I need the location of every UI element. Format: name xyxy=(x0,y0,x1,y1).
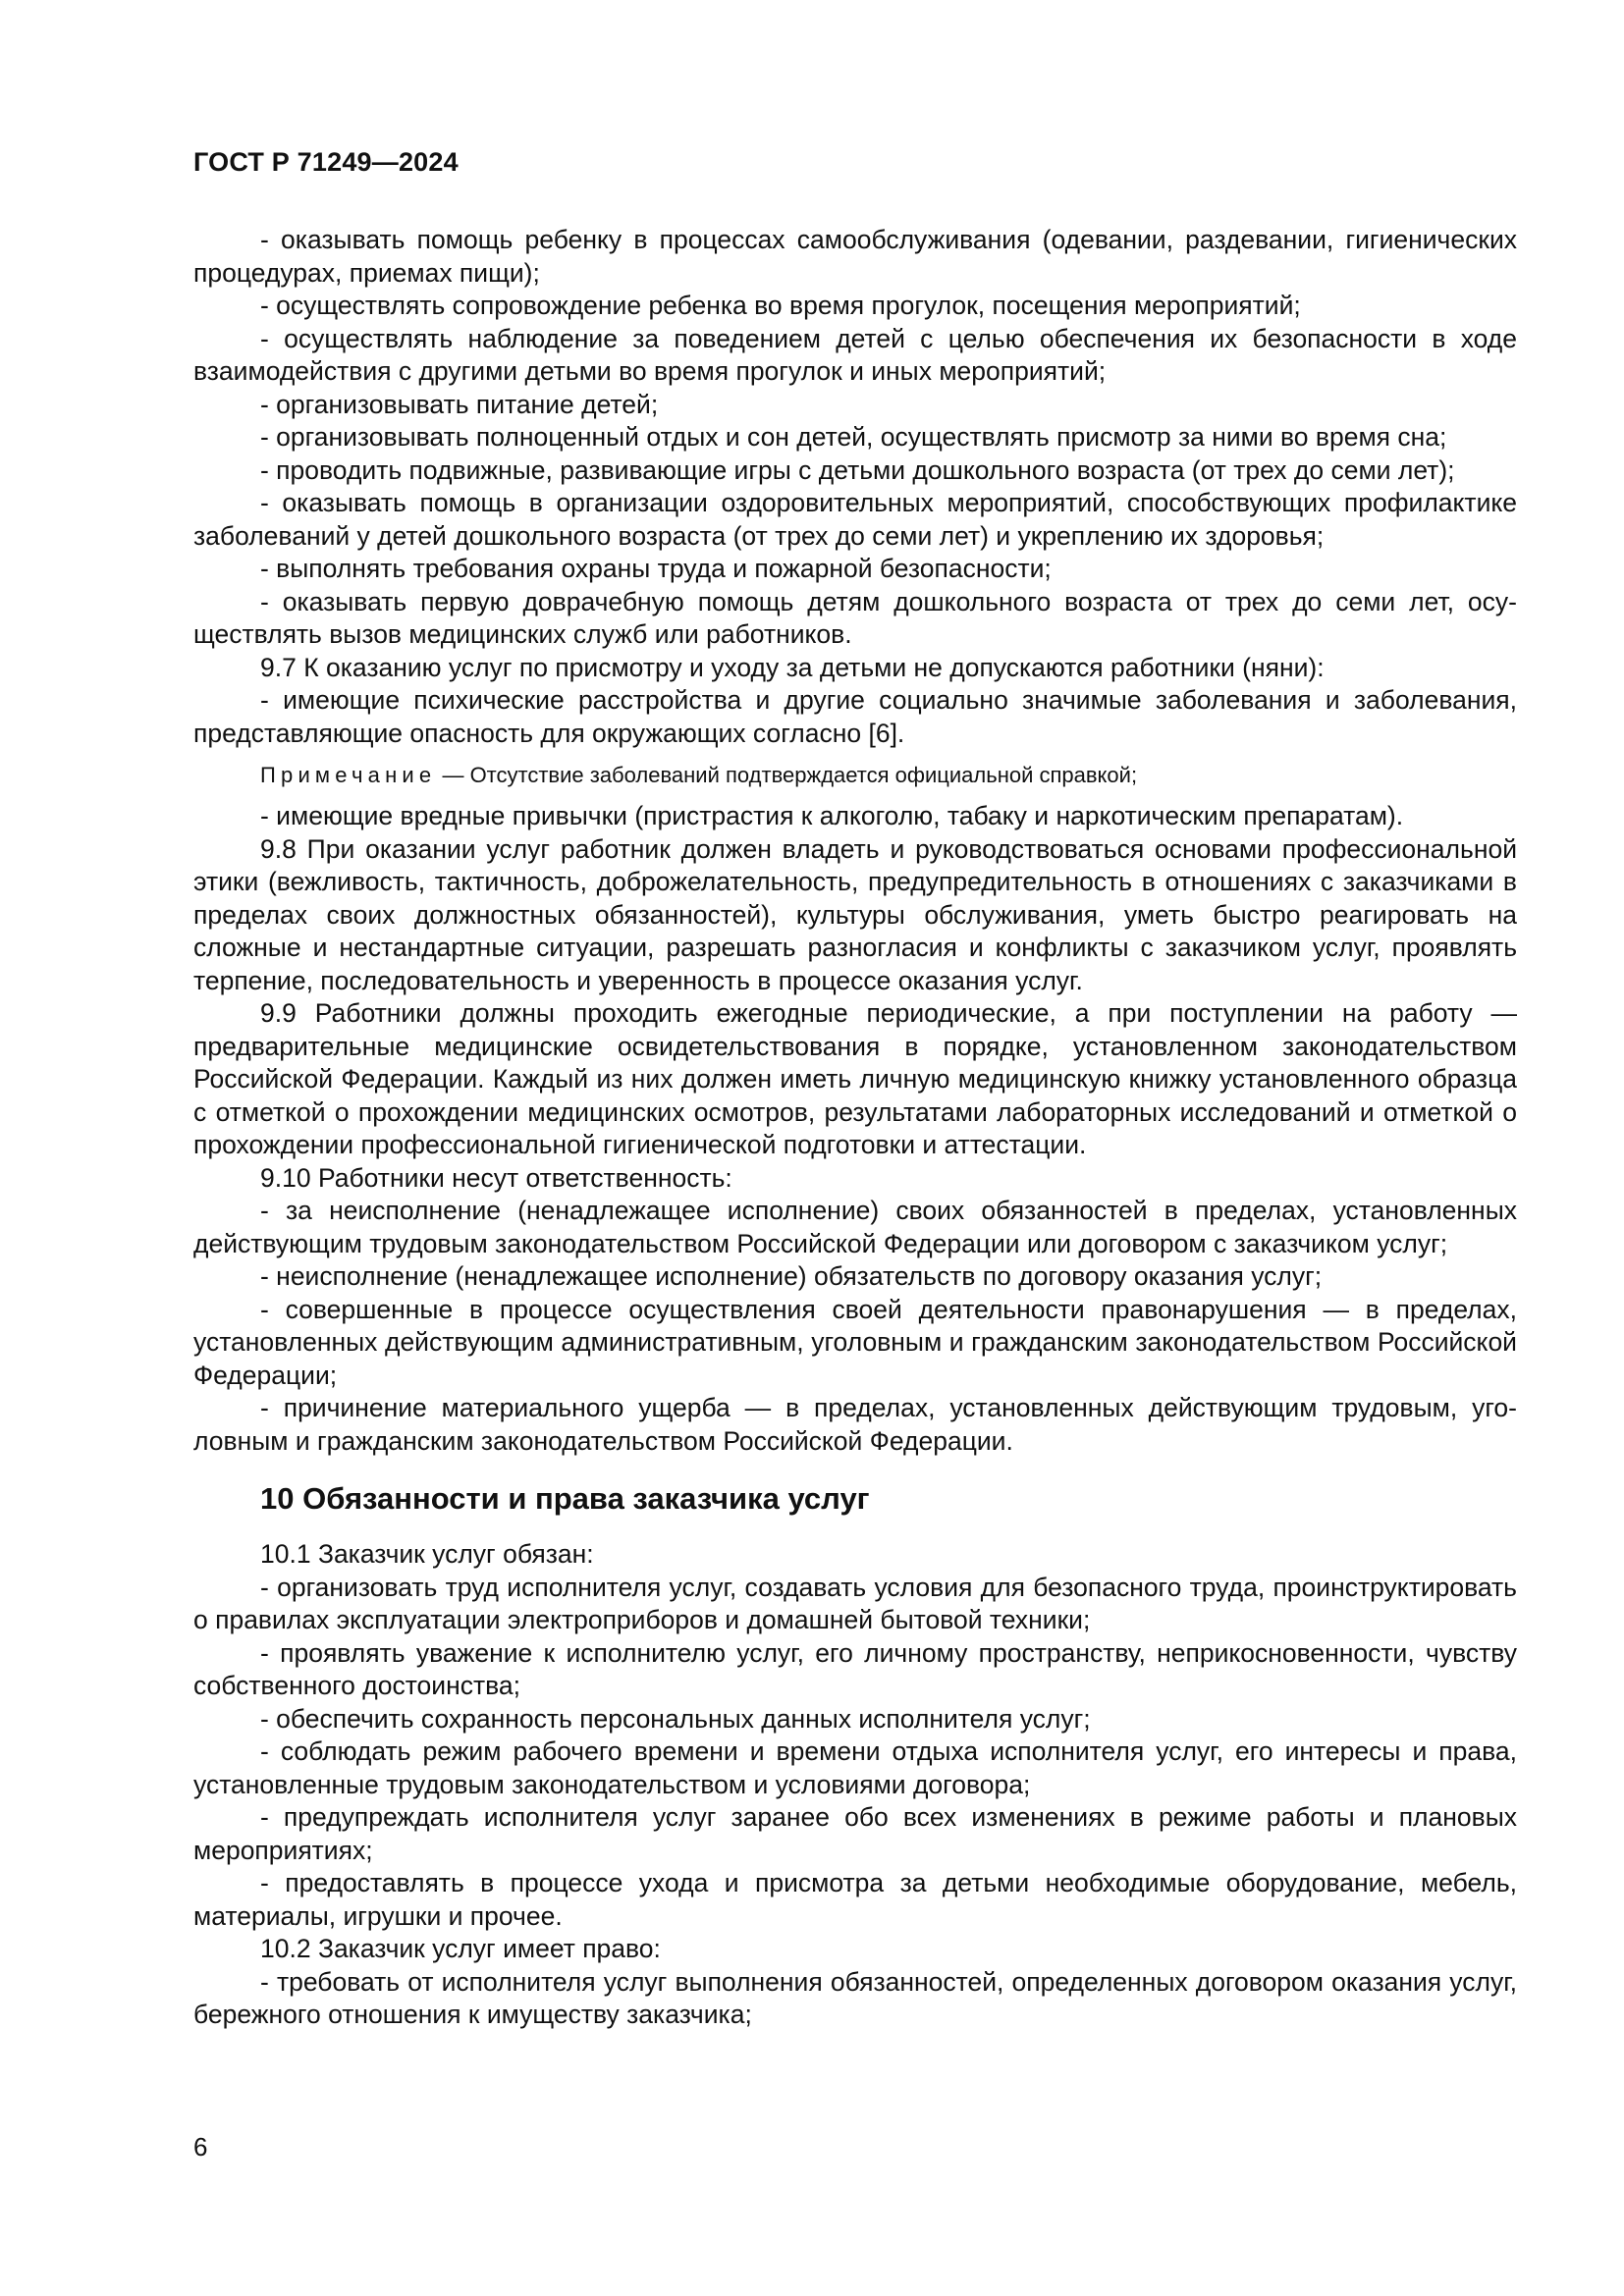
paragraph: - организовывать полноценный отдых и сон детей, осуществлять присмотр за ними во время сна; xyxy=(260,422,1447,452)
clause-10-2: 10.2 Заказчик услуг имеет право: xyxy=(260,1934,661,1963)
section-heading-10: 10 Обязанности и права заказчика услуг xyxy=(260,1481,870,1516)
page-content xyxy=(193,224,1517,2032)
paragraph: - осуществлять сопровождение ребенка во время прогулок, посещения мероприятий; xyxy=(260,291,1301,320)
paragraph: - требовать от исполнителя услуг выполнения обязанностей, определенных договором оказания услуг, бережного отношения к имуществу заказчика; xyxy=(193,1966,1517,2029)
paragraph: - имеющие психические расстройства и другие социально значимые заболевания и заболевания, представляющие опасность для окружающих согласно [6]. xyxy=(193,685,1517,748)
paragraph: - осуществлять наблюдение за поведением детей с целью обеспечения их безопасности в ходе взаимодействия с другими детьми во время прогулок и иных мероприятий; xyxy=(193,323,1517,386)
paragraph: - совершенные в процессе осуществления своей деятельности правонарушения — в пределах, установленных действующим административным, уголовным и гражданским законодательством Российской Федерации; xyxy=(193,1294,1517,1390)
clause-10-1: 10.1 Заказчик услуг обязан: xyxy=(260,1539,594,1569)
paragraph: - оказывать помощь ребенку в процессах самообслуживания (одевании, раздевании, гигиенических процедурах, приемах пищи); xyxy=(193,225,1517,288)
paragraph: - оказывать первую доврачебную помощь детям дошкольного возраста от трех до семи лет, осуществлять вызов медицинских служб или работников. xyxy=(193,586,1517,649)
note-text: — Отсутствие заболеваний подтверждается официальной справкой; xyxy=(436,763,1138,787)
clause-9-8: 9.8 При оказании услуг работник должен владеть и руководствоваться основами профессиональной этики (вежливость, тактичность, доброжелательность, предупредительность в отношениях с заказчиками в пределах своих должностных обязанностей), культуры обслуживания, уметь быстро реагировать на сложные и нестандартные ситуации, разрешать разногласия и конфликты с заказчиком услуг, проявлять терпение, последовательность и уверенность в процессе оказания услуг. xyxy=(193,833,1517,995)
paragraph: - проводить подвижные, развивающие игры с детьми дошкольного возраста (от трех до семи лет); xyxy=(260,454,1455,485)
paragraph: - организовывать питание детей; xyxy=(260,389,659,419)
paragraph: - оказывать помощь в организации оздоровительных мероприятий, способствующих профилактике заболеваний у детей дошкольного возраста (от трех до семи лет) и укреплению их здоровья; xyxy=(193,488,1517,551)
clause-9-7: 9.7 К оказанию услуг по присмотру и уходу за детьми не допускаются работники (няни): xyxy=(260,652,1325,682)
paragraph: - обеспечить сохранность персональных данных исполнителя услуг; xyxy=(260,1703,1091,1734)
paragraph: - организовать труд исполнителя услуг, создавать условия для безопасного труда, проинструктировать о правилах эксплуатации электроприборов и домашней бытовой техники; xyxy=(193,1572,1517,1634)
paragraph: - предупреждать исполнителя услуг заранее обо всех изменениях в режиме работы и плановых мероприятиях; xyxy=(193,1802,1517,1865)
paragraph: - предоставлять в процессе ухода и присмотра за детьми необходимые оборудование, мебель, материалы, игрушки и прочее. xyxy=(193,1868,1517,1931)
paragraph: - выполнять требования охраны труда и пожарной безопасности; xyxy=(260,554,1052,583)
clause-9-10: 9.10 Работники несут ответственность: xyxy=(260,1162,732,1193)
paragraph: - имеющие вредные привычки (пристрастия к алкоголю, табаку и наркотическим препаратам). xyxy=(260,801,1404,830)
note-label: Примечание xyxy=(260,763,437,787)
paragraph: - неисполнение (ненадлежащее исполнение) обязательств по договору оказания услуг; xyxy=(260,1261,1323,1291)
document-header: ГОСТ Р 71249—2024 xyxy=(193,147,459,177)
paragraph: - причинение материального ущерба — в пределах, установленных действующим трудовым, уголовным и гражданским законодательством Российской Федерации. xyxy=(193,1393,1517,1456)
note xyxy=(193,761,1517,790)
page-number: 6 xyxy=(193,2132,208,2162)
paragraph: - соблюдать режим рабочего времени и времени отдыха исполнителя услуг, его интересы и права, установленные трудовым законодательством и условиями договора; xyxy=(193,1736,1517,1799)
paragraph: - за неисполнение (ненадлежащее исполнение) своих обязанностей в пределах, установленных действующим трудовым законодательством Российской Федерации или договором с заказчиком услуг; xyxy=(193,1196,1517,1258)
clause-9-9: 9.9 Работники должны проходить ежегодные периодические, а при поступлении на работу — предварительные медицинские освидетельствования в порядке, установленном законодательством Российской Федерации. Каждый из них должен иметь личную медицинскую книжку установленного образца с отметкой о прохождении медицинских осмотров, результатами лабораторных исследований и отметкой о прохождении профессиональной гигиенической подготовки и аттестации. xyxy=(193,998,1517,1159)
paragraph: - проявлять уважение к исполнителю услуг, его личному пространству, неприкосновенности, чувству собственного достоинства; xyxy=(193,1637,1517,1700)
